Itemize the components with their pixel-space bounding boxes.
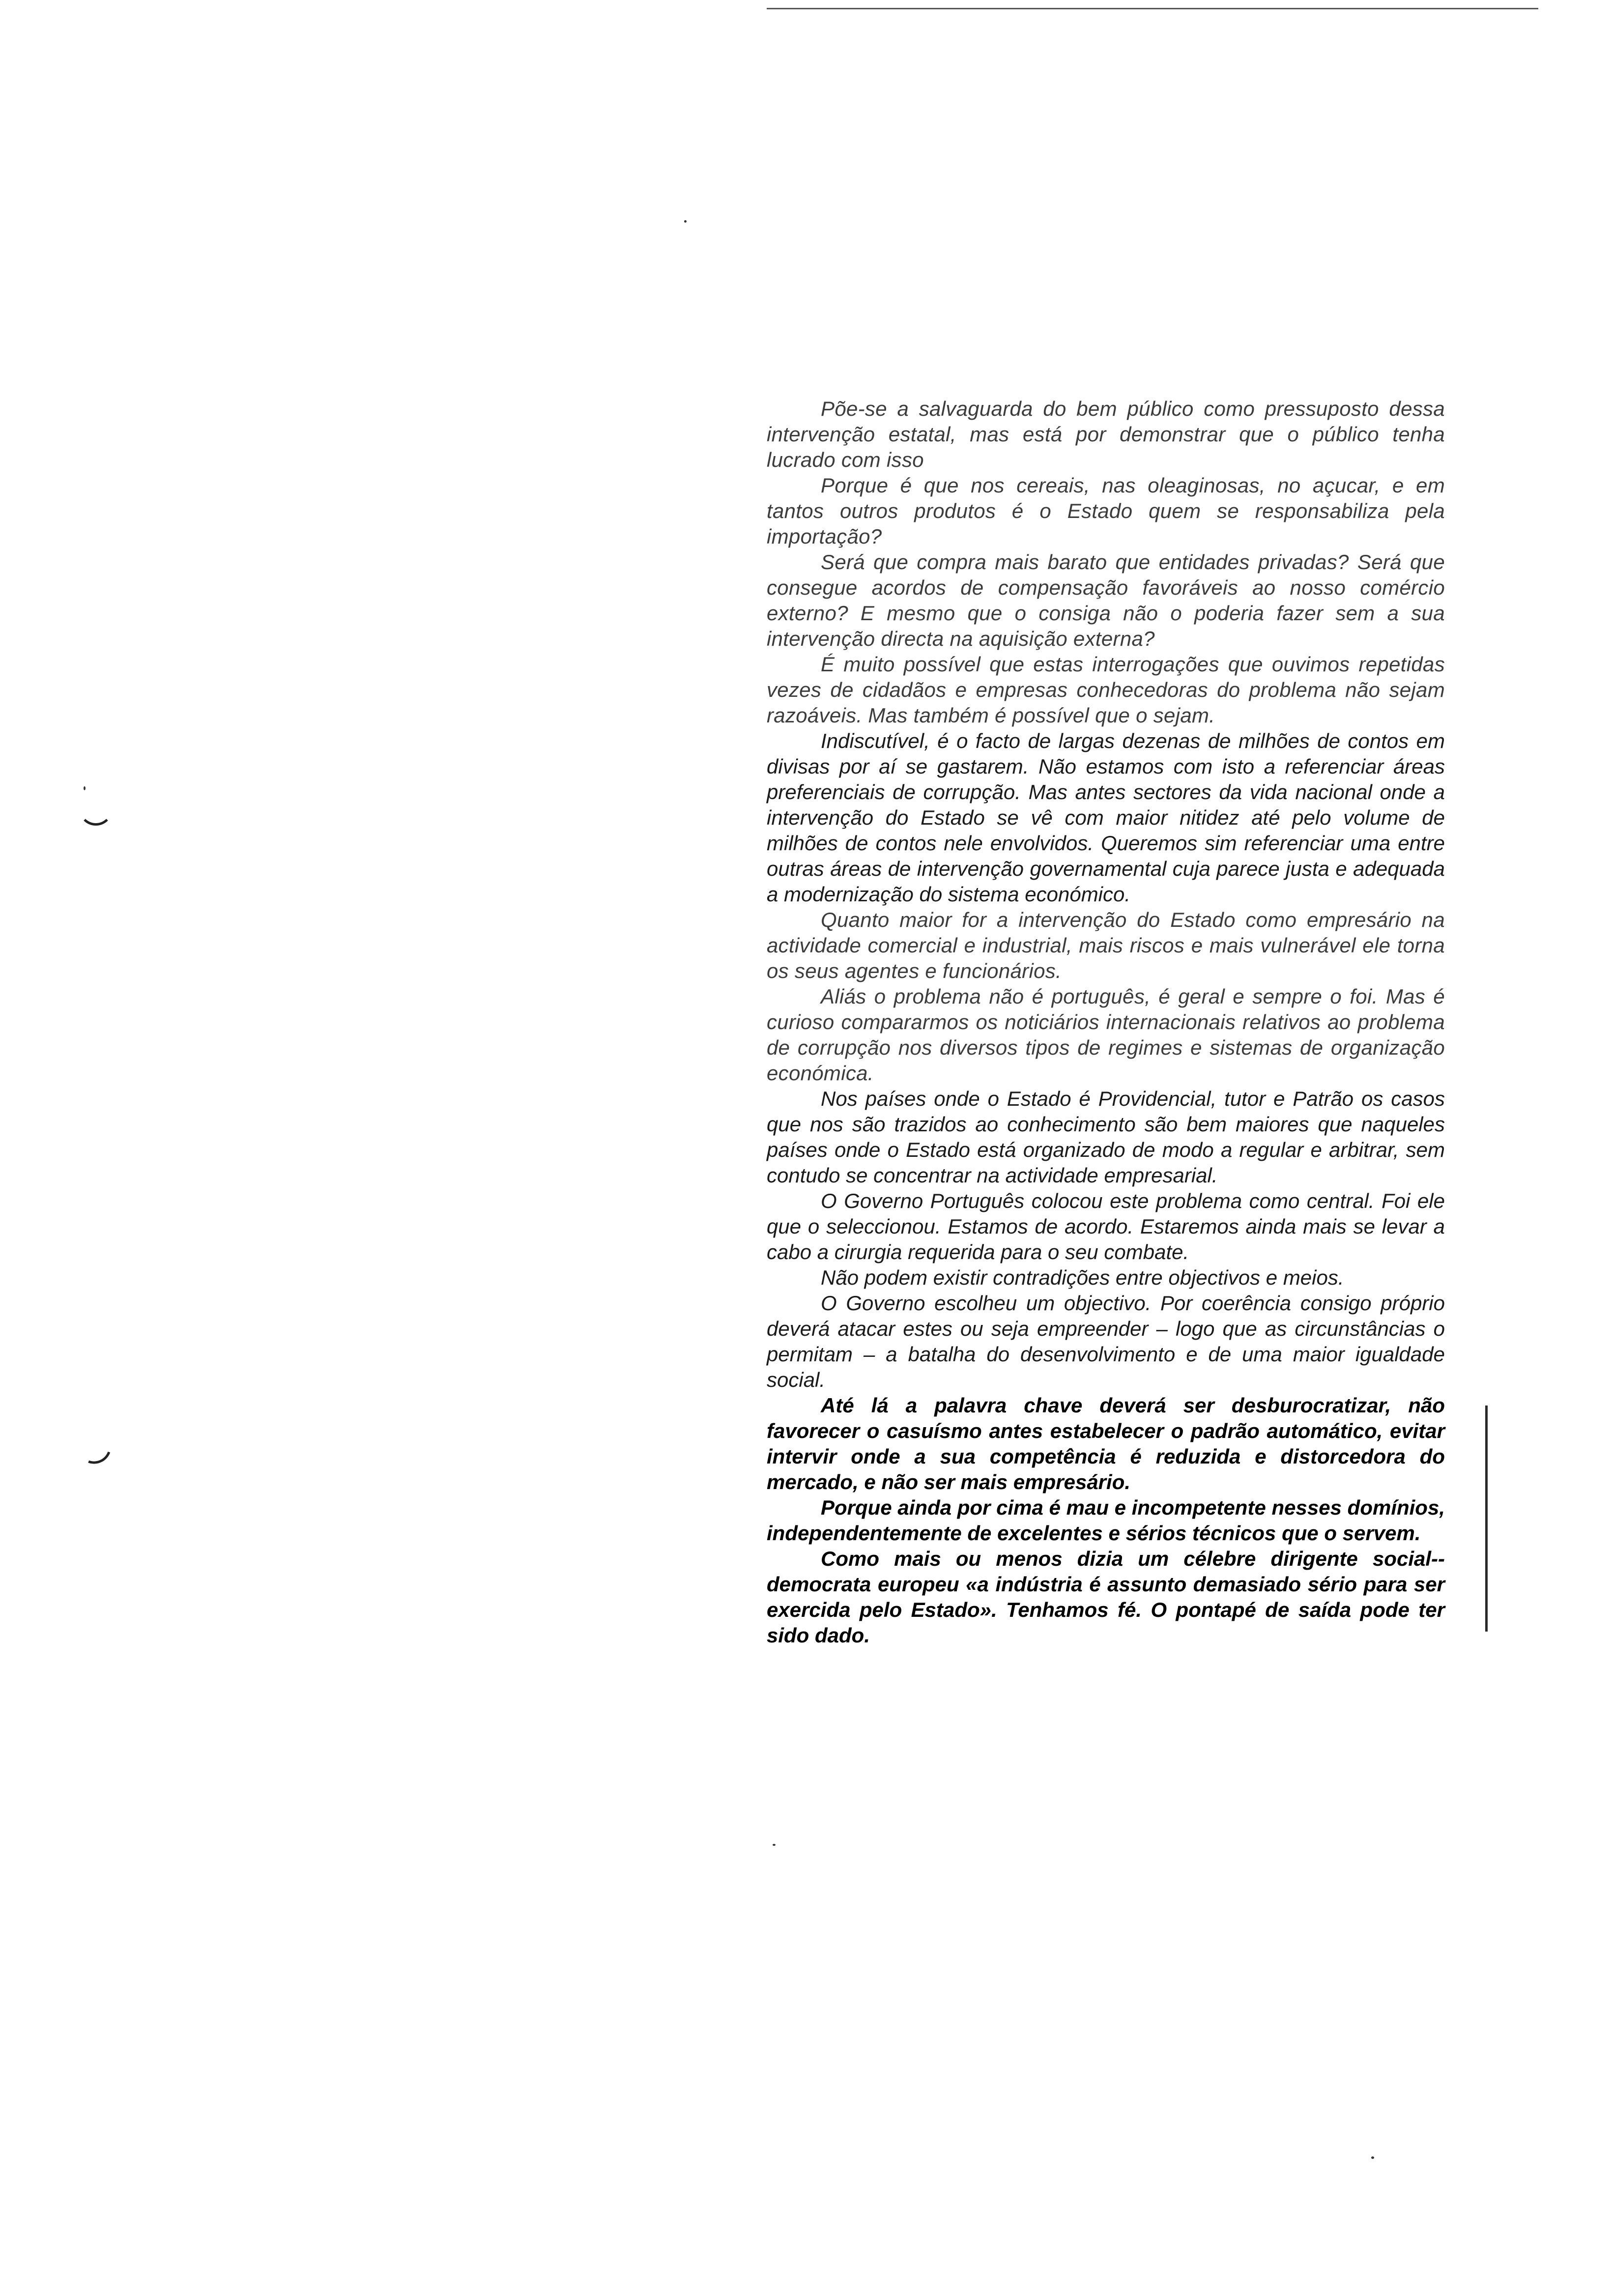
binder-hole-mark (65, 1410, 117, 1469)
paragraph: Porque ainda por cima é mau e incompetente nesses domínios, independentemente de excelentes e sérios técnicos que o servem. (767, 1496, 1445, 1545)
paragraph: Porque é que nos cereais, nas oleaginosas, no açucar, e em tantos outros produtos é o Estado quem se responsabiliza pela importação? (767, 474, 1445, 548)
paragraph: Põe-se a salvaguarda do bem público como pressuposto dessa intervenção estatal, mas está por demonstrar que o público tenha lucrado com isso (767, 397, 1445, 471)
paragraph: Não podem existir contradições entre objectivos e meios. (821, 1266, 1344, 1289)
top-edge-rule (767, 0, 1538, 9)
margin-annotation-bar (1485, 1406, 1488, 1632)
paragraph: É muito possível que estas interrogações que ouvimos repetidas vezes de cidadãos e empresas conhecedoras do problema não sejam razoáveis. Mas também é possível que o sejam. (767, 653, 1445, 727)
paragraph: Indiscutível, é o facto de largas dezenas de milhões de contos em divisas por aí se gastarem. Não estamos com isto a referenciar áreas preferenciais de corrupção. Mas antes sectores da vida nacional onde a intervenção do Estado se vê com maior nitidez até pelo volume de milhões de contos nele envolvidos. Queremos sim referenciar uma entre outras áreas de intervenção governamental cuja parece justa e adequada a modernização do sistema económico. (767, 729, 1445, 906)
paragraph: Será que compra mais barato que entidades privadas? Será que consegue acordos de compensação favoráveis ao nosso comércio externo? E mesmo que o consiga não o poderia fazer sem a sua intervenção directa na aquisição externa? (767, 550, 1445, 650)
paragraph: Quanto maior for a intervenção do Estado como empresário na actividade comercial e industrial, mais riscos e mais vulnerável ele torna os seus agentes e funcionários. (767, 908, 1445, 982)
article-body (767, 396, 1445, 1648)
paragraph: O Governo Português colocou este problema como central. Foi ele que o seleccionou. Estamos de acordo. Estaremos ainda mais se levar a cabo a cirurgia requerida para o seu combate. (767, 1189, 1445, 1263)
paragraph: Aliás o problema não é português, é geral e sempre o foi. Mas é curioso compararmos os noticiários internacionais relativos ao problema de corrupção nos diversos tipos de regimes e sistemas de organização económica. (767, 985, 1445, 1085)
page-speck (773, 1844, 776, 1846)
paragraph: Até lá a palavra chave deverá ser desburocratizar, não favorecer o casuísmo antes estabelecer o padrão automático, evitar intervir onde a sua competência é reduzida e distorcedora do mercado, e não ser mais empresário. (767, 1394, 1445, 1493)
page-speck (1371, 2156, 1374, 2159)
binder-hole-mark (79, 776, 113, 826)
paragraph: Como mais ou menos dizia um célebre dirigente social--democrata europeu «a indústria é assunto demasiado sério para ser exercida pelo Estado». Tenhamos fé. O pontapé de saída pode ter sido dado. (767, 1547, 1445, 1647)
page-speck (684, 220, 687, 223)
paragraph: O Governo escolheu um objectivo. Por coerência consigo próprio deverá atacar estes ou seja empreender – logo que as circunstâncias o permitam – a batalha do desenvolvimento e de uma maior igualdade social. (767, 1292, 1445, 1391)
paragraph: Nos países onde o Estado é Providencial, tutor e Patrão os casos que nos são trazidos ao conhecimento são bem maiores que naqueles países onde o Estado está organizado de modo a regular e arbitrar, sem contudo se concentrar na actividade empresarial. (767, 1087, 1445, 1187)
